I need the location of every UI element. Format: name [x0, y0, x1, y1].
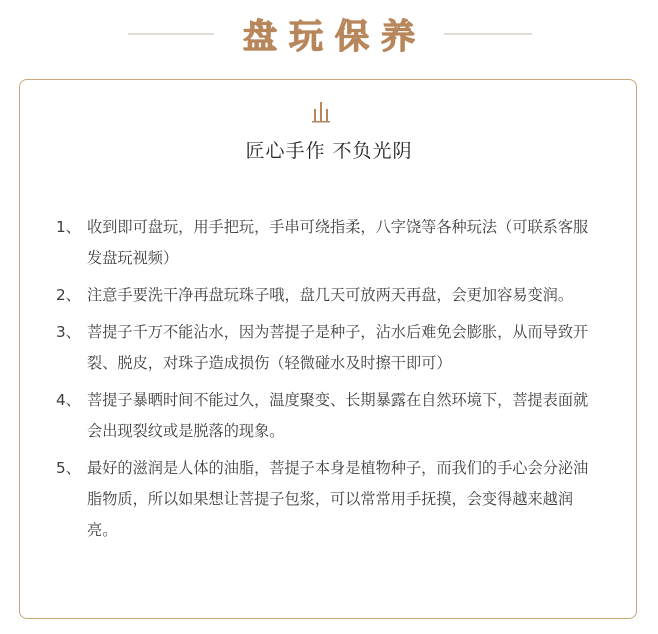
list-item — [56, 212, 596, 274]
list-item-text: 最好的滋润是人体的油脂，菩提子本身是植物种子，而我们的手心会分泌油脂物质，所以如果想让菩提子包浆，可以常常用手抚摸，会变得越来越润亮。 — [87, 459, 589, 539]
list-item-text: 收到即可盘玩，用手把玩，手串可绕指柔，八字饶等各种玩法（可联系客服发盘玩视频） — [87, 218, 589, 267]
header — [0, 0, 658, 64]
vertical-bars-icon — [310, 101, 332, 123]
list-item — [56, 385, 596, 447]
page-title — [226, 8, 432, 58]
list-item-text: 菩提子暴晒时间不能过久，温度聚变、长期暴露在自然环境下，菩提表面就会出现裂纹或是脱落的现象。 — [87, 391, 589, 440]
title-char-2: 玩 — [289, 16, 323, 57]
list-item-text: 注意手要洗干净再盘玩珠子哦，盘几天可放两天再盘，会更加容易变润。 — [87, 286, 573, 304]
list-item — [56, 280, 596, 311]
list-item-number: 2、 — [56, 286, 81, 304]
list-item-text: 菩提子千万不能沾水，因为菩提子是种子，沾水后难免会膨胀，从而导致开裂、脱皮，对珠子造成损伤（轻微碰水及时擦干即可） — [87, 323, 589, 372]
title-char-4: 养 — [381, 16, 415, 57]
list-item — [56, 317, 596, 379]
list-item-number: 1、 — [56, 218, 81, 236]
title-char-1: 盘 — [243, 16, 277, 57]
header-divider-left — [128, 33, 214, 35]
list-item-number: 3、 — [56, 323, 81, 341]
title-char-3: 保 — [335, 16, 369, 57]
list-item — [56, 453, 596, 546]
care-list — [56, 212, 596, 552]
header-divider-right — [444, 33, 532, 35]
list-item-number: 4、 — [56, 391, 81, 409]
card-subtitle: 匠心手作 不负光阴 — [245, 140, 413, 162]
list-item-number: 5、 — [56, 459, 81, 477]
